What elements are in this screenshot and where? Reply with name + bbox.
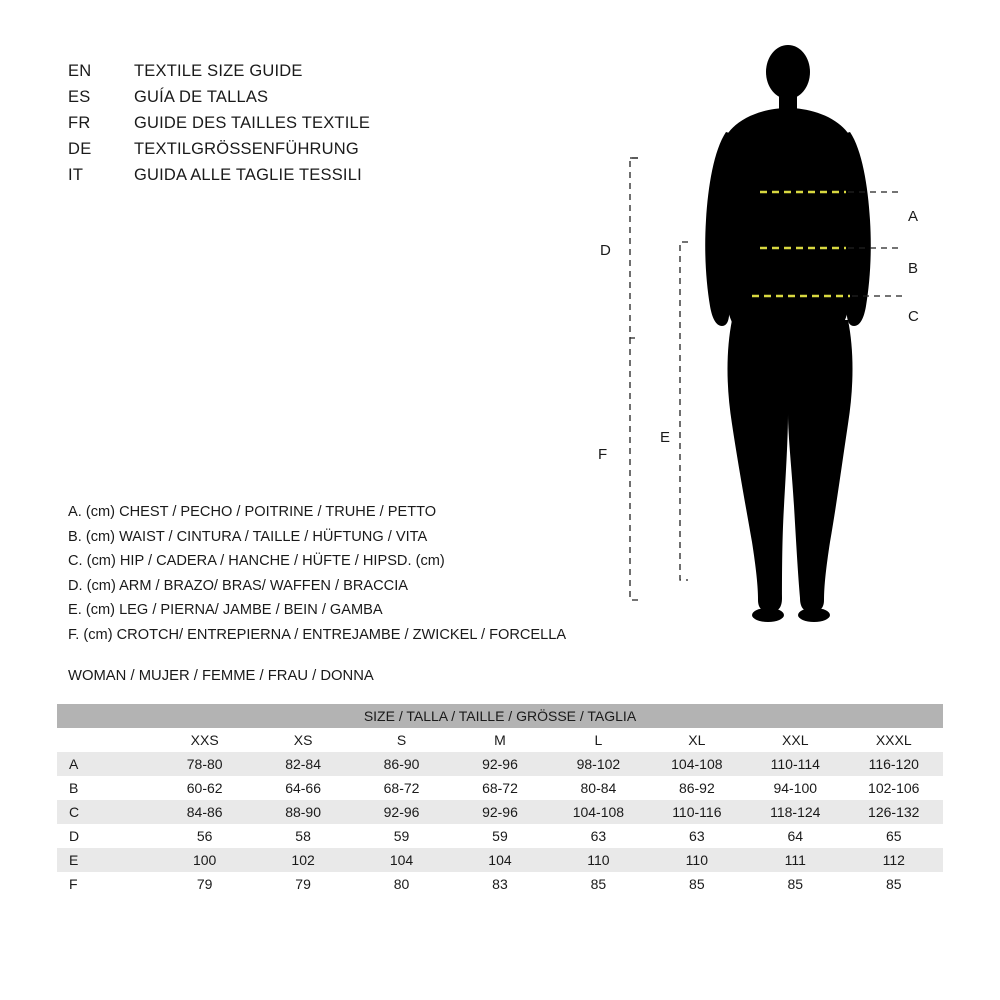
size-table-wrap: [57, 704, 943, 896]
row-label-d: D: [69, 828, 80, 844]
cell-a-xxxl: 116-120: [868, 756, 919, 772]
cell-e-xs: 102: [291, 852, 315, 868]
cell-e-m: 104: [488, 852, 512, 868]
cell-a-xl: 104-108: [671, 756, 723, 772]
cell-c-xs: 88-90: [285, 804, 321, 820]
legend-line-e: E. (cm) LEG / PIERNA/ JAMBE / BEIN / GAMBA: [68, 602, 383, 618]
cell-c-s: 92-96: [383, 804, 420, 820]
cell-d-xxs: 56: [196, 828, 213, 844]
bracket-d: [630, 158, 638, 338]
cell-f-xxl: 85: [787, 876, 804, 892]
title-lang-it: IT: [68, 166, 84, 184]
cell-c-xxs: 84-86: [186, 804, 223, 820]
cell-d-xxl: 64: [787, 828, 804, 844]
cell-f-xl: 85: [689, 876, 705, 892]
body-figure: [560, 20, 980, 660]
legend-line-b: B. (cm) WAIST / CINTURA / TAILLE / HÜFTUNG / VITA: [68, 528, 428, 545]
cell-b-xxl: 94-100: [773, 780, 818, 796]
title-lang-es: ES: [68, 88, 91, 106]
cell-e-s: 104: [389, 852, 414, 868]
table-row: [57, 752, 943, 776]
cell-b-s: 68-72: [383, 780, 420, 796]
cell-c-xxl: 118-124: [770, 804, 821, 820]
cell-b-xl: 86-92: [678, 780, 715, 796]
column-header-l: L: [594, 732, 603, 748]
title-block: [68, 62, 370, 192]
cell-a-s: 86-90: [383, 756, 420, 772]
cell-a-xxs: 78-80: [186, 756, 223, 772]
bracket-e: [680, 242, 688, 580]
column-header-s: S: [396, 732, 407, 748]
woman-silhouette-icon: [705, 45, 871, 622]
cell-a-xs: 82-84: [285, 756, 321, 772]
cell-f-s: 80: [393, 876, 410, 892]
cell-d-l: 63: [590, 828, 607, 844]
cell-d-xs: 58: [295, 828, 311, 844]
table-row: [57, 824, 943, 848]
legend-block: [68, 500, 566, 647]
cell-d-s: 59: [393, 828, 410, 844]
legend-line-c: C. (cm) HIP / CADERA / HANCHE / HÜFTE / HIPSD. (cm): [68, 553, 445, 569]
cell-e-xxl: 111: [784, 852, 806, 868]
cell-e-xxxl: 112: [882, 852, 905, 868]
title-row-es: [68, 88, 370, 114]
cell-b-xxs: 60-62: [186, 780, 223, 796]
figure-marker-d: D: [600, 242, 611, 259]
cell-b-l: 80-84: [580, 780, 617, 796]
title-text-de: TEXTILGRÖSSENFÜHRUNG: [134, 140, 359, 158]
cell-a-xxl: 110-114: [770, 756, 820, 772]
cell-a-l: 98-102: [576, 756, 621, 772]
legend-line-f: F. (cm) CROTCH/ ENTREPIERNA / ENTREJAMBE / ZWICKEL / FORCELLA: [68, 626, 567, 643]
row-label-f: F: [69, 876, 78, 892]
bracket-f: [630, 338, 638, 600]
title-text-it: GUIDA ALLE TAGLIE TESSILI: [134, 166, 362, 184]
section-caption: WOMAN / MUJER / FEMME / FRAU / DONNA: [68, 668, 374, 684]
table-row: [57, 872, 943, 896]
figure-marker-e: E: [660, 429, 671, 446]
cell-d-xl: 63: [689, 828, 705, 844]
column-corner-cell: [57, 728, 155, 752]
cell-e-l: 110: [587, 852, 610, 868]
cell-f-xs: 79: [295, 876, 311, 892]
table-columns-row: [57, 728, 943, 752]
column-header-xl: XL: [688, 732, 706, 748]
table-row: [57, 848, 943, 872]
title-text-en: TEXTILE SIZE GUIDE: [134, 62, 303, 80]
column-header-xxxl: XXXL: [875, 732, 912, 748]
row-label-a: A: [69, 756, 79, 772]
title-row-fr: [68, 114, 370, 140]
cell-f-l: 85: [590, 876, 607, 892]
cell-b-xs: 64-66: [285, 780, 321, 796]
figure-marker-a: A: [908, 208, 919, 225]
cell-d-xxxl: 65: [885, 828, 902, 844]
row-label-e: E: [69, 852, 79, 868]
title-text-es: GUÍA DE TALLAS: [134, 88, 269, 106]
title-lang-fr: FR: [68, 114, 91, 132]
title-row-de: [68, 140, 370, 166]
cell-f-xxxl: 85: [885, 876, 902, 892]
legend-line-a: A. (cm) CHEST / PECHO / POITRINE / TRUHE / PETTO: [68, 504, 437, 520]
title-lang-en: EN: [68, 62, 92, 80]
column-header-xxl: XXL: [782, 732, 809, 748]
cell-b-xxxl: 102-106: [868, 780, 920, 796]
cell-e-xxs: 100: [192, 852, 217, 868]
cell-f-m: 83: [492, 876, 508, 892]
table-row: [57, 776, 943, 800]
title-lang-de: DE: [68, 140, 92, 158]
cell-b-m: 68-72: [482, 780, 518, 796]
cell-c-m: 92-96: [482, 804, 518, 820]
cell-c-xl: 110-116: [672, 804, 722, 820]
column-header-m: M: [494, 732, 506, 748]
figure-marker-f: F: [598, 446, 608, 463]
cell-c-l: 104-108: [572, 804, 625, 820]
title-row-en: [68, 62, 370, 88]
title-text-fr: GUIDE DES TAILLES TEXTILE: [134, 114, 371, 132]
figure-marker-b: B: [908, 260, 919, 277]
row-label-c: C: [69, 804, 80, 820]
figure-svg: [560, 20, 980, 660]
column-header-xs: XS: [293, 732, 313, 748]
cell-a-m: 92-96: [482, 756, 518, 772]
legend-line-d: D. (cm) ARM / BRAZO/ BRAS/ WAFFEN / BRACCIA: [68, 577, 409, 594]
column-header-xxs: XXS: [190, 732, 219, 748]
table-header-row: [57, 704, 943, 728]
cell-c-xxxl: 126-132: [868, 804, 920, 820]
cell-e-xl: 110: [685, 852, 708, 868]
row-label-b: B: [69, 780, 79, 796]
figure-marker-c: C: [908, 308, 919, 325]
cell-f-xxs: 79: [196, 876, 213, 892]
table-header-label: SIZE / TALLA / TAILLE / GRÖSSE / TAGLIA: [363, 708, 637, 724]
title-row-it: [68, 166, 370, 192]
size-table: [57, 704, 943, 896]
table-row: [57, 800, 943, 824]
cell-d-m: 59: [492, 828, 508, 844]
